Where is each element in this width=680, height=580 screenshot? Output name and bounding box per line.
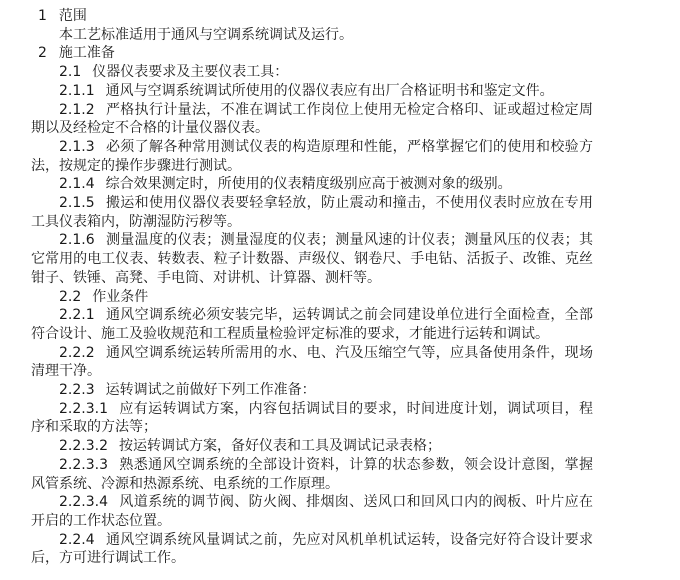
clause-text: 运转调试之前做好下列工作准备： [105,382,316,399]
clause-number: 2.2 [59,288,82,305]
clause-text: 本工艺标准适用于通风与空调系统调试及运行。 [59,26,353,43]
clause-number: 2.2.3.3 [59,456,108,473]
document-content [0,7,680,568]
clause-number: 2.2.3.2 [59,438,108,455]
clause-paragraph [31,306,593,343]
clause-paragraph [31,381,593,400]
clause-paragraph [31,26,593,45]
clause-number: 2.2.3.4 [59,494,108,511]
clause-paragraph [31,344,593,381]
clause-text: 熟悉通风空调系统的全部设计资料，计算的状态参数，领会设计意图，掌握风管系统、冷源和热源系统、电系统的工作原理。 [31,456,593,492]
clause-number: 2.1.2 [59,101,95,118]
clause-paragraph [31,288,593,307]
clause-text: 风道系统的调节阀、防火阀、排烟囱、送风口和回风口内的阀板、叶片应在开启的工作状态位置。 [31,494,593,529]
clause-text: 仪器仪表要求及主要仪表工具： [92,64,289,81]
clause-number: 2.1.3 [59,138,95,155]
clause-number: 2 [38,45,47,62]
clause-text: 作业条件 [92,288,149,305]
clause-text: 严格执行计量法，不准在调试工作岗位上使用无检定合格印、证或超过检定周期以及经检定不合格的计量仪器仪表。 [31,101,593,137]
clause-paragraph [31,82,593,101]
section-heading [38,44,640,63]
clause-number: 2.1.5 [59,195,95,212]
clause-paragraph [31,101,593,138]
clause-text: 按运转调试方案，备好仪表和工具及调试记录表格； [118,438,441,455]
clause-number: 2.2.3 [59,382,95,399]
clause-paragraph [31,437,593,456]
clause-paragraph [31,194,593,231]
clause-text: 范围 [58,8,87,24]
clause-text: 测量温度的仪表；测量湿度的仪表；测量风速的计仪表；测量风压的仪表；其它常用的电工仪表、转数表、粒子计数器、声级仪、钢卷尺、手电钻、活扳子、改锥、克丝钳子、铁锤、高凳、手电筒、对讲机、计算器、测杆等。 [31,232,593,286]
clause-text: 必须了解各种常用测试仪表的构造原理和性能，严格掌握它们的使用和校验方法，按规定的操作步骤进行测试。 [31,138,593,174]
clause-number: 2.2.3.1 [59,400,108,417]
clause-number: 2.2.4 [59,531,95,548]
clause-paragraph [31,231,593,287]
clause-paragraph [31,400,593,437]
clause-number: 1 [38,8,47,24]
clause-text: 应有运转调试方案，内容包括调试目的要求，时间进度计划，调试项目，程序和采取的方法等； [31,400,593,436]
clause-number: 2.2.2 [59,344,95,361]
clause-text: 通风空调系统运转所需用的水、电、汽及压缩空气等，应具备使用条件，现场清理干净。 [31,344,593,380]
clause-text: 综合效果测定时，所使用的仪表精度级别应高于被测对象的级别。 [105,176,512,193]
clause-paragraph [31,493,593,530]
clause-text: 搬运和使用仪器仪表要轻拿轻放，防止震动和撞击，不使用仪表时应放在专用工具仪表箱内，防潮湿防污秽等。 [31,195,593,230]
clause-number: 2.1 [59,64,82,81]
clause-paragraph [31,175,593,194]
clause-text: 施工准备 [58,45,115,62]
clause-paragraph [31,63,593,82]
clause-number: 2.1.1 [59,82,95,99]
clause-paragraph [31,531,593,568]
clause-paragraph [31,138,593,175]
clause-number: 2.2.1 [59,307,95,324]
clause-number: 2.1.4 [59,176,95,193]
clause-text: 通风与空调系统调试所使用的仪器仪表应有出厂合格证明书和鉴定文件。 [105,82,554,99]
clause-paragraph [31,456,593,493]
section-heading [38,7,640,26]
clause-text: 通风空调系统必须安装完毕，运转调试之前会同建设单位进行全面检查，全部符合设计、施工及验收规范和工程质量检验评定标准的要求，才能进行运转和调试。 [31,307,593,342]
clause-text: 通风空调系统风量调试之前，先应对风机单机试运转，设备完好符合设计要求后，方可进行调试工作。 [31,531,593,567]
clause-number: 2.1.6 [59,232,95,249]
